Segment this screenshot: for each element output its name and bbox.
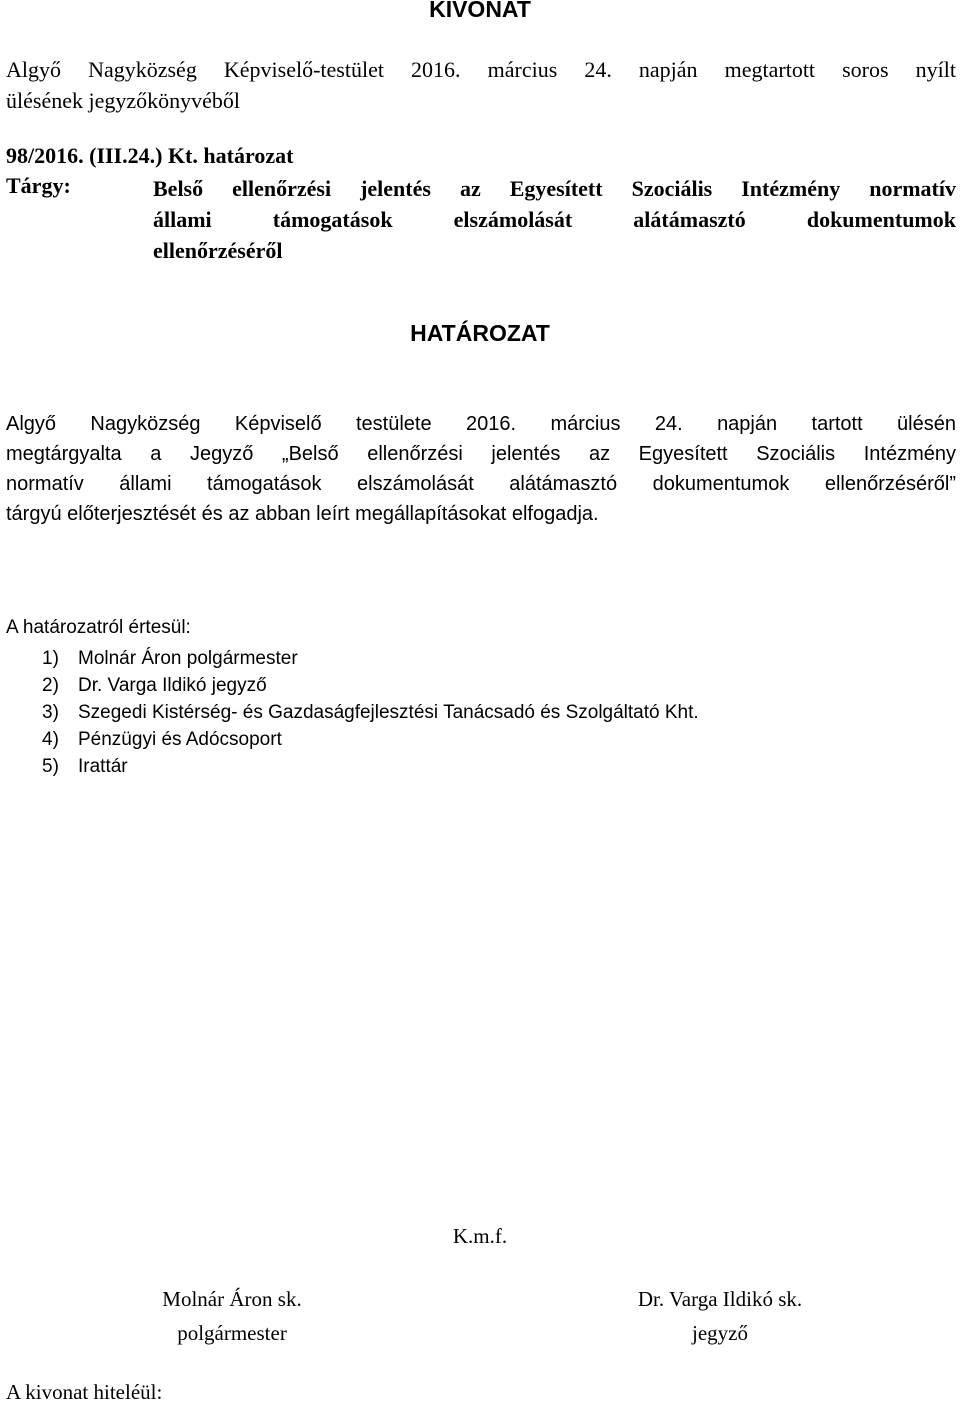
document-title: KIVONAT	[429, 0, 531, 22]
decision-heading: HATÁROZAT	[410, 320, 550, 346]
recipient-name: Molnár Áron polgármester	[78, 648, 298, 669]
intro-paragraph	[6, 54, 956, 116]
intro-line: ülésének jegyzőkönyvéből	[6, 88, 240, 113]
decision-body	[6, 409, 956, 529]
list-item	[6, 726, 699, 753]
signer-role: jegyző	[692, 1321, 748, 1345]
list-number: 4)	[42, 729, 59, 750]
list-item	[6, 753, 699, 780]
signer-name: Molnár Áron sk.	[162, 1287, 302, 1311]
subject-text	[153, 173, 956, 266]
recipient-name: Pénzügyi és Adócsoport	[78, 729, 282, 750]
body-line: Algyő Nagyközség Képviselő testülete 2016. március 24. napján tartott ülésén	[6, 413, 956, 435]
subject-line: ellenőrzéséről	[153, 238, 283, 263]
subject-line: Belső ellenőrzési jelentés az Egyesített Szociális Intézmény normatív	[153, 176, 956, 201]
list-number: 5)	[42, 756, 59, 777]
signature-notary	[586, 1282, 854, 1350]
list-item	[6, 645, 699, 672]
subject-line: állami támogatások elszámolását alátámasztó dokumentumok	[153, 207, 956, 232]
signer-name: Dr. Varga Ildikó sk.	[637, 1287, 803, 1311]
notify-label: A határozatról értesül:	[6, 617, 191, 638]
body-line: tárgyú előterjesztését és az abban leírt megállapításokat elfogadja.	[6, 503, 599, 525]
signer-role: polgármester	[177, 1321, 287, 1345]
signature-mayor	[100, 1282, 364, 1350]
recipient-name: Szegedi Kistérség- és Gazdaságfejlesztési Tanácsadó és Szolgáltató Kht.	[78, 702, 699, 723]
list-number: 2)	[42, 675, 59, 696]
intro-line: Algyő Nagyközség Képviselő-testület 2016. március 24. napján megtartott soros nyílt	[6, 57, 956, 82]
recipient-name: Dr. Varga Ildikó jegyző	[78, 675, 267, 696]
recipient-list	[6, 645, 699, 780]
body-line: megtárgyalta a Jegyző „Belső ellenőrzési jelentés az Egyesített Szociális Intézmény	[6, 443, 956, 465]
kmf-mark: K.m.f.	[452, 1224, 508, 1248]
body-line: normatív állami támogatások elszámolását alátámasztó dokumentumok ellenőrzéséről”	[6, 473, 956, 495]
decree-number: 98/2016. (III.24.) Kt. határozat	[6, 143, 294, 168]
certified-label: A kivonat hiteléül:	[6, 1380, 163, 1404]
list-number: 3)	[42, 702, 59, 723]
subject-label: Tárgy:	[6, 173, 71, 198]
list-item	[6, 672, 699, 699]
list-number: 1)	[42, 648, 59, 669]
list-item	[6, 699, 699, 726]
recipient-name: Irattár	[78, 756, 128, 777]
